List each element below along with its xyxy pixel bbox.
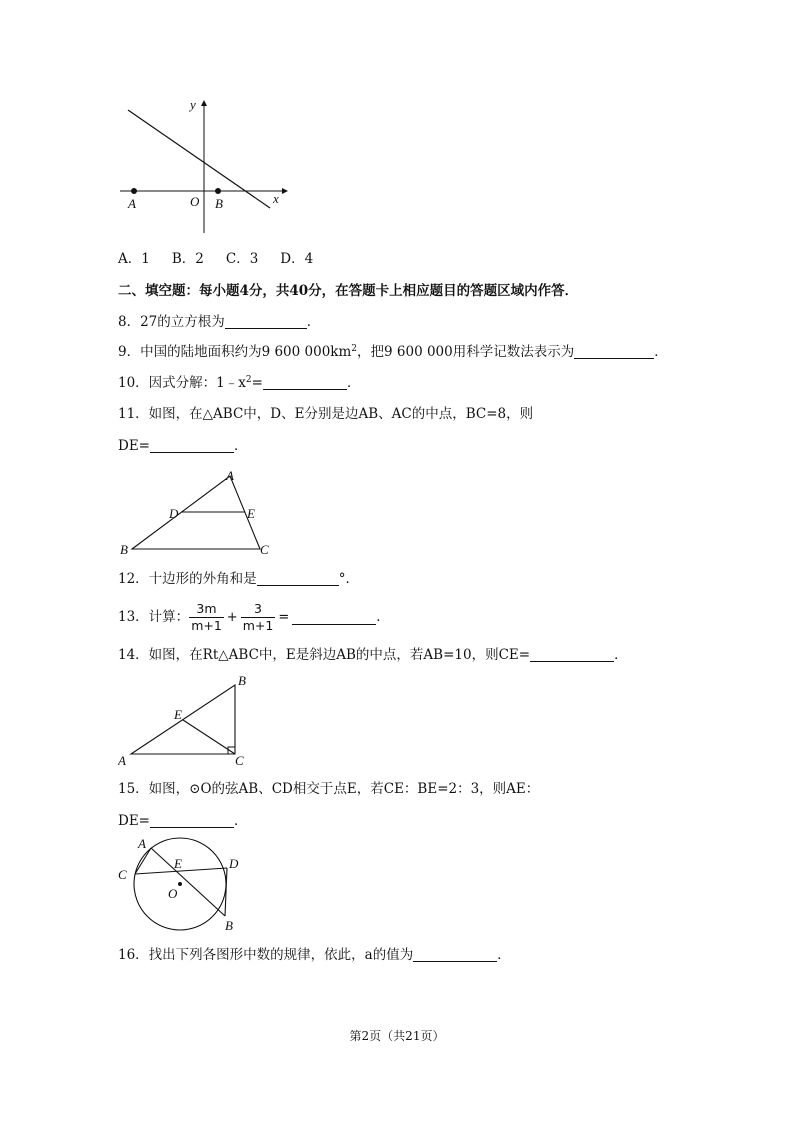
question-8: 8．27的立方根为 ． bbox=[118, 314, 321, 330]
point-d-label: D bbox=[229, 856, 239, 871]
origin-label: O bbox=[190, 194, 200, 209]
answer-blank bbox=[413, 947, 497, 962]
answer-blank bbox=[292, 610, 376, 625]
option-d: D．4 bbox=[280, 251, 314, 267]
point-d-label: D bbox=[169, 506, 179, 521]
question-9: 9．中国的陆地面积约为9 600 $000km^2$，把9 600 000用科学记数法表示为 ． bbox=[118, 344, 668, 360]
answer-options bbox=[118, 250, 335, 268]
midpoint-e-label: E bbox=[174, 707, 182, 722]
y-axis-label: y bbox=[190, 98, 196, 112]
answer-blank bbox=[574, 344, 654, 359]
answer-blank bbox=[225, 314, 307, 329]
option-b: B．2 bbox=[171, 251, 204, 267]
question-11: 11．如图，在△ABC中，D、E分别是边AB、AC的中点，BC=8，则 bbox=[118, 406, 534, 422]
point-b-label: B bbox=[225, 918, 233, 932]
question-10: 10．因式分解：$1﹣x^2=$ ． bbox=[118, 375, 361, 391]
fraction-2: $\frac{3}{m+1}$ bbox=[242, 601, 274, 633]
answer-blank bbox=[150, 438, 234, 453]
center-o-label: O bbox=[168, 886, 178, 901]
right-triangle-figure bbox=[118, 673, 258, 769]
coordinate-graph bbox=[118, 98, 288, 238]
point-e-label: E bbox=[247, 506, 255, 521]
point-a-label: A bbox=[128, 196, 136, 211]
page-footer: 第2页（共21页） bbox=[349, 1029, 445, 1043]
point-b-label: B bbox=[215, 196, 223, 211]
point-e-label: E bbox=[174, 856, 182, 871]
question-12: 12．十边形的外角和是 °． bbox=[118, 571, 359, 587]
question-14: 14．如图，在Rt△ABC中，E是斜边AB的中点，若AB=10，则CE= ． bbox=[118, 647, 628, 663]
answer-blank bbox=[530, 647, 614, 662]
vertex-b-label: B bbox=[238, 673, 246, 688]
option-c: C．3 bbox=[225, 251, 259, 267]
vertex-a-label: A bbox=[226, 468, 234, 483]
point-c-label: C bbox=[118, 867, 127, 882]
x-axis-label: x bbox=[273, 191, 279, 206]
question-16: 16．找出下列各图形中数的规律，依此，a的值为 ． bbox=[118, 947, 511, 963]
question-11-continued: DE= ． bbox=[118, 438, 248, 454]
option-a: A．1 bbox=[118, 251, 150, 267]
answer-blank bbox=[257, 571, 339, 586]
answer-blank bbox=[263, 375, 347, 390]
fraction-1: $\frac{3m}{m+1}$ bbox=[191, 601, 222, 633]
section-heading: 二、填空题：每小题4分，共40分，在答题卡上相应题目的答题区域内作答． bbox=[118, 283, 579, 299]
point-a-label: A bbox=[138, 836, 146, 851]
question-15-continued: DE= ． bbox=[118, 813, 248, 829]
vertex-c-label: C bbox=[260, 542, 269, 557]
vertex-b-label: B bbox=[120, 542, 128, 557]
vertex-a-label: A bbox=[118, 753, 126, 768]
answer-blank bbox=[150, 813, 234, 828]
triangle-abc-figure bbox=[118, 468, 278, 560]
circle-chords-figure bbox=[114, 832, 254, 932]
question-15: 15．如图，⊙O的弦AB、CD相交于点E，若CE：BE=2：3，则AE： bbox=[118, 781, 540, 797]
vertex-c-label: C bbox=[235, 753, 244, 768]
question-13: 13．计算： $\frac{3m}{m+1}$ + $\frac{3}{m+1}$ = ． bbox=[118, 601, 390, 633]
